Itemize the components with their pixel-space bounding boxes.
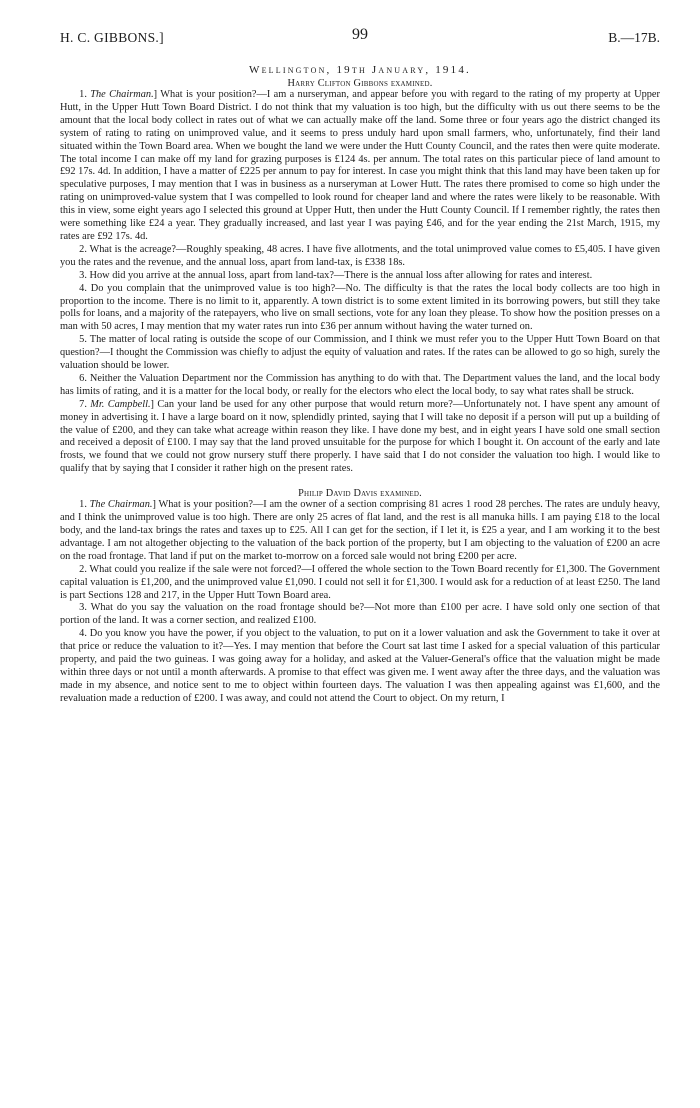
testimony-text: Neither the Valuation Department nor the Commission has anything to do with that. The Department values the land, and the local body has limits of rating, and it is a matter for the local body, or really for the electors who elect the local body, to say what rates shall be struck. <box>60 372 660 397</box>
testimony-text: ] What is your position?—I am the owner of a section comprising 81 acres 1 rood 28 perches. The rates are unduly heavy, and I think the unimproved value is too high. There are only 25 acres of flat land, and the rest is all manuka hills. I am paying £18 to the local body, and the land-tax brings the rates and taxes up to £25. All I can get for the section, if I let it, is £25 a year, and I am working it to the best advantage. I am not altogether objecting to the valuation of the back portion of the property, but I am objecting to the valuation of £200 an acre on the road frontage. That land if put on the market to-morrow on a forced sale would not bring £200 per acre. <box>60 499 660 562</box>
witness-heading: Harry Clifton Gibbons examined. <box>287 78 433 89</box>
page-number: 99 <box>352 26 368 43</box>
testimony-text: What is the acreage?—Roughly speaking, 48 acres. I have five allotments, and the total unimproved value comes to £5,405. I have given you the rates and the revenue, and the annual loss, apart from land-tax, is £338 18s. <box>60 243 660 268</box>
question-number: 5. <box>79 334 87 346</box>
testimony-text: How did you arrive at the annual loss, apart from land-tax?—There is the annual loss after allowing for rates and interest. <box>89 269 593 281</box>
testimony-paragraph <box>60 270 660 283</box>
witness-heading: Philip David Davis examined. <box>298 488 422 500</box>
header-witness-name: H. C. GIBBONS.] <box>60 30 164 45</box>
testimony-paragraph <box>60 602 660 628</box>
question-number: 4. <box>79 282 87 294</box>
testimony-paragraph <box>60 89 660 244</box>
question-number: 2. <box>79 243 87 255</box>
question-number: 3. <box>79 602 87 614</box>
question-number: 3. <box>79 269 87 281</box>
question-number: 2. <box>79 563 87 575</box>
sections-container <box>60 78 660 706</box>
question-number: 6. <box>79 372 87 384</box>
question-number: 1. <box>79 499 87 511</box>
page-header <box>60 26 660 52</box>
testimony-paragraph <box>60 373 660 399</box>
testimony-text: Do you know you have the power, if you object to the valuation, to put on it a lower valuation and ask the Government to take it over at that price or reduce the valuation to it?—Yes. I may mention that before the Court sat last time I asked for a special valuation of this particular property, and paid the two guineas. I was going away for a holiday, and asked at the Valuer-General's office that the valuation might be made within three days or not until a month afterwards. A promise to that effect was given me. I went away after the three days, and the valuation was made in my absence, and notice sent to me to object within fourteen days. The valuation I was then appealing against was £1,600, and the revaluation made a reduction of £200. I was away, and could not attend the Court to object. On my return, I <box>60 628 660 704</box>
document-reference: B.—17B. <box>608 30 660 45</box>
document-page <box>60 26 660 706</box>
testimony-paragraph <box>60 244 660 270</box>
speaker-name: The Chairman. <box>90 89 154 100</box>
testimony-text: What could you realize if the sale were not forced?—I offered the whole section to the Town Board recently for £1,300. The Government capital valuation is £1,200, and the unimproved value £1,090. I could not sell it for £1,300. I would ask for a reduction of at least £250. The land is part Sections 128 and 217, in the Upper Hutt Town Board area. <box>60 563 660 601</box>
testimony-paragraph <box>60 283 660 335</box>
testimony-paragraph <box>60 628 660 705</box>
testimony-paragraph <box>60 399 660 476</box>
question-number: 7. <box>79 398 87 410</box>
testimony-paragraph <box>60 334 660 373</box>
testimony-paragraph <box>60 564 660 603</box>
testimony-text: Do you complain that the unimproved value is too high?—No. The difficulty is that the rates the local body collects are too high in proportion to the income. There is no limit to it, apparently. A town district is to some extent limited in its borrowing powers, but still they take polls for loans, and a majority of the ratepayers, who live on small sections, vote for any loan they please. To show how the position presses on a man with 50 acres, I may mention that my water rates run into £36 per annum without having the water turned on. <box>60 282 660 333</box>
testimony-text: ] What is your position?—I am a nurseryman, and appear before you with regard to the rating of my property at Upper Hutt, in the Upper Hutt Town Board District. I do not think that my valuation is too high, but the difficulty with us out there seems to be the amount that the local body collect in rates out of what we can actually make off the land. Some three or four years ago the district changed its system of rating to rating on unimproved value, and it seems to press unduly hard upon small farmers, who, unfortunately, find their land situated within the Town Board area. When we bought the land we were under the Hutt County Council, and the rates then were quite moderate. The total income I can make off my land for grazing purposes is £124 4s. per annum. The total rates on this particular piece of land amount to £92 17s. 4d. In addition, I have a matter of £225 per annum to pay for interest. In case you might think that this land may have been taken up for speculative purposes, I may mention that I was in business as a nurseryman at Lower Hutt. The rates there promised to come so high under the rating on unimproved-value system that I was compelled to look round for cheaper land and where the rates were likely to be reasonable. With this in view, some eight years ago I selected this ground at Upper Hutt, then under the Hutt County Council. If I remember rightly, the rates then were something like £24 a year. They gradually increased, and last year I was paying £46, and for the year ending the 21st March, 1915, my rates are £92 17s. 4d. <box>60 89 660 242</box>
speaker-name: The Chairman. <box>89 499 153 511</box>
testimony-text: ] Can your land be used for any other purpose that would return more?—Unfortunately not. I have spent any amount of money in advertising it. I have a large board on it now, splendidly printed, saying that I will take no deposit if a person will put up a building of the value of £200, and they can take what acreage within reason they like. I have done my best, and in eight years I have sold one small section and received a deposit of £100. I may say that the land proved unsuitable for the purpose for which I bought it. On account of the early and late frosts, we found that we could not grow nursery stuff there properly. I have said that I do not consider the valuation too high. I would like to qualify that by saying that I consider it rather high on the present rates. <box>60 398 660 475</box>
question-number: 1. <box>79 89 87 100</box>
speaker-name: Mr. Campbell. <box>90 398 151 410</box>
testimony-text: The matter of local rating is outside the scope of our Commission, and I think we must refer you to the Upper Hutt Town Board on that question?—I thought the Commission was chiefly to adjust the equity of valuation and rates. If the rates can be allowed to go so high, surely the valuation should be lower. <box>60 334 660 372</box>
testimony-paragraph <box>60 499 660 564</box>
question-number: 4. <box>79 628 87 640</box>
testimony-text: What do you say the valuation on the road frontage should be?—Not more than £100 per acre. I have sold only one section of that portion of the land. It was a corner section, and realized £100. <box>60 602 660 627</box>
date-line: Wellington, 19th January, 1914. <box>249 64 471 76</box>
